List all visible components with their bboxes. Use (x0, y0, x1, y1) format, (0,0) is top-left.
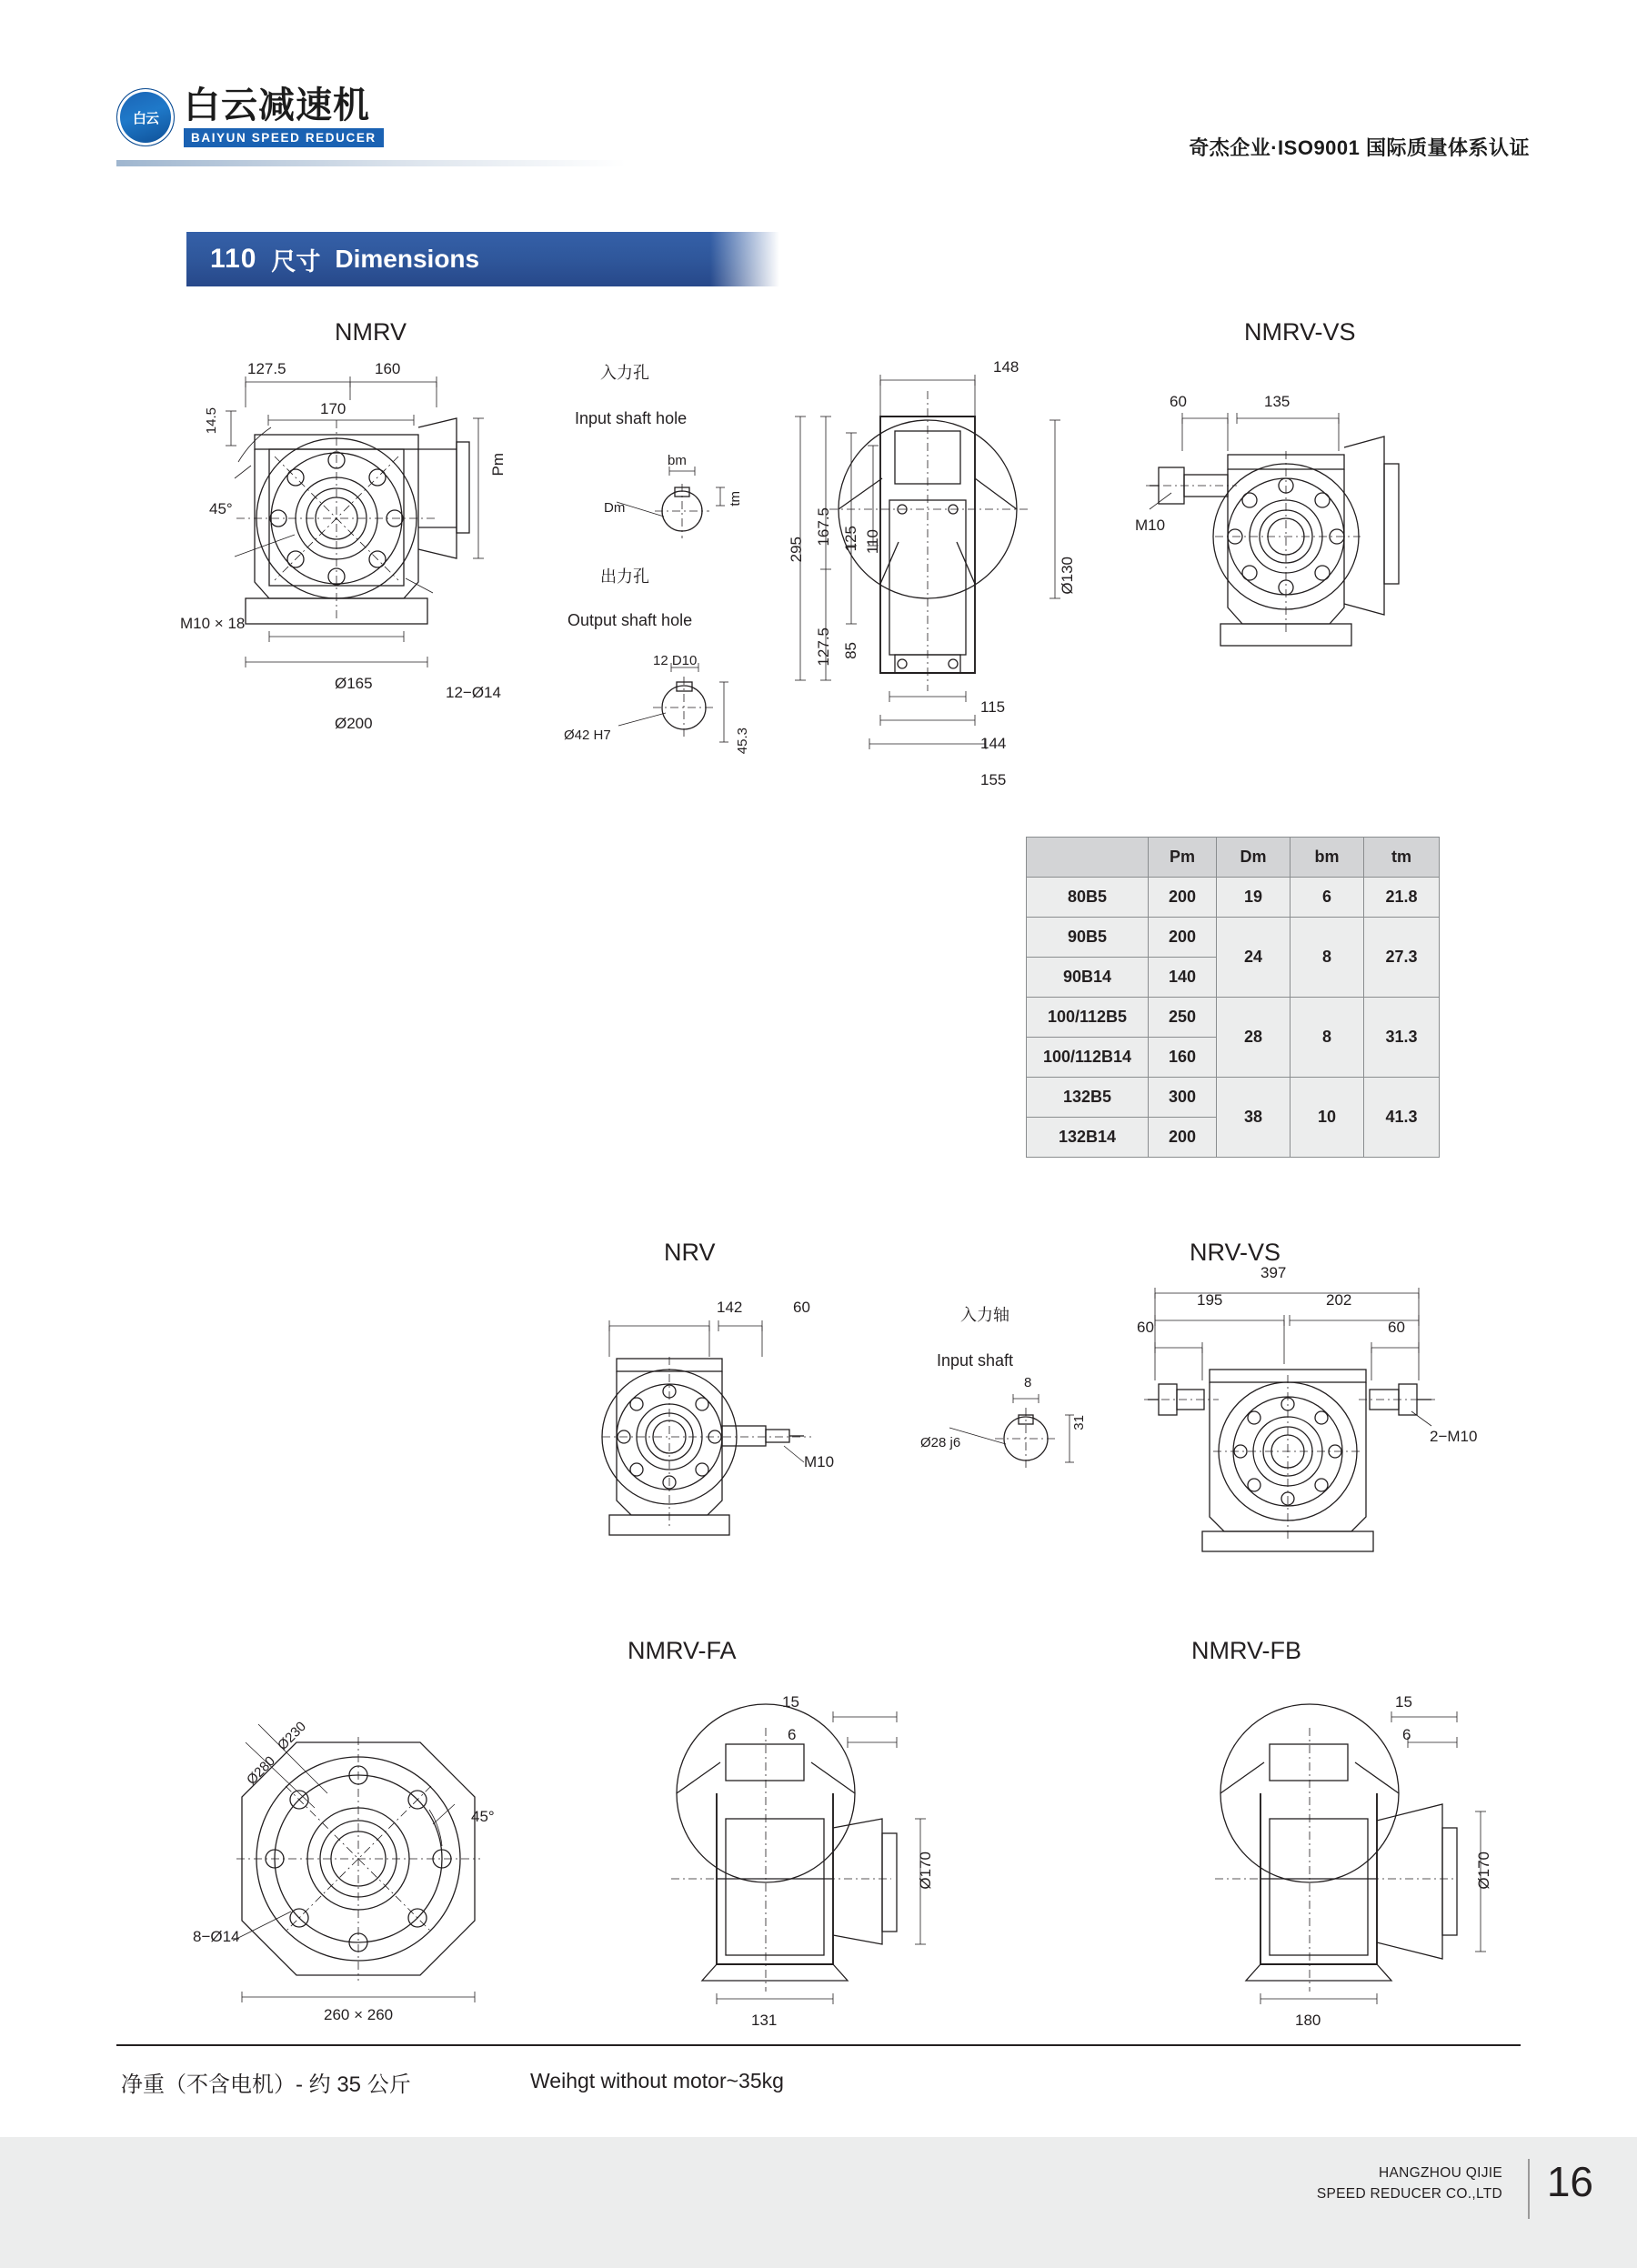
front-dim-d130: Ø130 (1059, 557, 1076, 595)
section-title-bar (186, 232, 782, 286)
drawing-nmrv (218, 364, 600, 746)
cell-pm: 200 (1149, 1118, 1217, 1158)
nmrv-dim-pm: Pm (489, 453, 507, 477)
nrv-shaft-dim-d28: Ø28 j6 (920, 1435, 961, 1450)
cell-pm: 140 (1149, 958, 1217, 998)
company-line-2: SPEED REDUCER CO.,LTD (1316, 2186, 1502, 2203)
section-title-cn: 尺寸 (271, 247, 321, 276)
logo-text (184, 87, 384, 147)
drawing-nmrv-fb (1173, 1691, 1519, 2010)
logo-badge-text: 白云 (132, 110, 158, 126)
section-number: 110 (210, 244, 257, 274)
front-dim-115: 115 (980, 698, 1006, 716)
flange-dim-d280: Ø280 (244, 1753, 278, 1789)
company-line-1: HANGZHOU QIJIE (1379, 2165, 1502, 2181)
nrv-vs-dim-60-right: 60 (1388, 1319, 1405, 1336)
cell-model: 90B14 (1027, 958, 1149, 998)
cell-model: 132B5 (1027, 1078, 1149, 1118)
fb-dim-6: 6 (1402, 1726, 1411, 1743)
output-dim-d42-h7: Ø42 H7 (564, 728, 611, 743)
brand-logo (116, 87, 384, 147)
nmrv-dim-d200: Ø200 (335, 715, 373, 732)
cell-dm: 24 (1217, 918, 1291, 998)
front-dim-148: 148 (993, 358, 1019, 376)
output-dim-45-3: 45.3 (735, 728, 750, 755)
drawing-title-nmrv-fa: NMRV-FA (628, 1637, 737, 1664)
nrv-vs-dim-202: 202 (1326, 1291, 1352, 1309)
weight-note-cn: 净重（不含电机）- 约 35 公斤 (121, 2072, 411, 2097)
weight-note-en: Weihgt without motor~35kg (530, 2069, 784, 2092)
drawing-title-nmrv: NMRV (335, 318, 407, 346)
shaft-dim-tm: tm (728, 491, 743, 507)
cell-bm: 8 (1291, 918, 1364, 998)
cell-tm: 31.3 (1364, 998, 1440, 1078)
section-title-en: Dimensions (335, 245, 480, 273)
footer-divider (116, 2044, 1521, 2046)
front-dim-85: 85 (842, 642, 859, 659)
nrv-shaft-dim-31: 31 (1071, 1415, 1087, 1430)
flange-dim-260x260: 260 × 260 (324, 2006, 394, 2023)
input-shaft-label-en: Input shaft (937, 1351, 1014, 1370)
table-header-dm: Dm (1217, 838, 1291, 878)
cell-model: 132B14 (1027, 1118, 1149, 1158)
cell-pm: 250 (1149, 998, 1217, 1038)
cell-model: 100/112B14 (1027, 1038, 1149, 1078)
cell-tm: 27.3 (1364, 918, 1440, 998)
drawing-output-shaft-hole (600, 655, 764, 773)
table-row (1027, 1078, 1440, 1118)
input-shaft-label-cn: 入力轴 (960, 1306, 1009, 1324)
cell-model: 90B5 (1027, 918, 1149, 958)
drawing-nmrv-vs (1146, 400, 1528, 746)
nrv-vs-dim-195: 195 (1197, 1291, 1223, 1309)
nmrv-vs-dim-60: 60 (1170, 393, 1187, 410)
nmrv-vs-dim-135: 135 (1264, 393, 1291, 410)
flange-dim-45deg: 45° (471, 1808, 495, 1825)
header-divider (116, 160, 626, 166)
nmrv-dim-170: 170 (320, 400, 346, 417)
drawing-title-nmrv-fb: NMRV-FB (1191, 1637, 1302, 1664)
cell-pm: 300 (1149, 1078, 1217, 1118)
flange-dim-d230: Ø230 (275, 1719, 309, 1754)
logo-chinese-name: 白云减速机 (184, 85, 370, 125)
input-hole-label-cn: 入力孔 (600, 364, 649, 382)
nrv-vs-dim-60-left: 60 (1137, 1319, 1154, 1336)
nrv-shaft-dim-8: 8 (1024, 1375, 1032, 1390)
cell-dm: 28 (1217, 998, 1291, 1078)
nmrv-dim-12-d14: 12−Ø14 (446, 684, 501, 701)
front-dim-155: 155 (980, 771, 1007, 788)
nmrv-dim-d165: Ø165 (335, 675, 373, 692)
certification-text: 奇杰企业·ISO9001 国际质量体系认证 (1189, 136, 1530, 159)
front-dim-125: 125 (842, 526, 859, 552)
cell-tm: 21.8 (1364, 878, 1440, 918)
table-row (1027, 998, 1440, 1038)
table-header-tm: tm (1364, 838, 1440, 878)
nrv-dim-60: 60 (793, 1299, 810, 1316)
motor-dimensions-table (1026, 837, 1440, 1158)
logo-badge-icon (116, 88, 175, 146)
table-row (1027, 878, 1440, 918)
nmrv-dim-127-5: 127.5 (247, 360, 286, 377)
drawing-nrv (582, 1310, 891, 1601)
output-hole-label-cn: 出力孔 (600, 567, 649, 586)
nrv-dim-142: 142 (717, 1299, 743, 1316)
table-row (1027, 918, 1440, 958)
cell-pm: 160 (1149, 1038, 1217, 1078)
cell-bm: 8 (1291, 998, 1364, 1078)
front-dim-144: 144 (980, 735, 1007, 752)
table-header-row (1027, 838, 1440, 878)
cell-model: 100/112B5 (1027, 998, 1149, 1038)
fb-dim-d170: Ø170 (1475, 1852, 1492, 1890)
cell-pm: 200 (1149, 878, 1217, 918)
fa-dim-15: 15 (782, 1693, 799, 1711)
table-header-pm: Pm (1149, 838, 1217, 878)
front-dim-110: 110 (864, 529, 881, 555)
shaft-dim-dm: Dm (604, 500, 626, 516)
flange-dim-8-d14: 8−Ø14 (193, 1928, 240, 1945)
fb-dim-180: 180 (1295, 2012, 1321, 2029)
nrv-vs-dim-397: 397 (1260, 1264, 1287, 1281)
fa-dim-131: 131 (751, 2012, 778, 2029)
table-header-model (1027, 838, 1149, 878)
logo-english-name: BAIYUN SPEED REDUCER (184, 128, 384, 147)
drawing-flange-face (227, 1710, 555, 2010)
cell-bm: 6 (1291, 878, 1364, 918)
cell-tm: 41.3 (1364, 1078, 1440, 1158)
cell-dm: 38 (1217, 1078, 1291, 1158)
shaft-dim-bm: bm (668, 453, 687, 468)
nmrv-dim-160: 160 (375, 360, 401, 377)
nmrv-dim-45deg: 45° (209, 500, 233, 517)
nmrv-vs-dim-m10: M10 (1135, 517, 1166, 534)
drawing-title-nrv-vs: NRV-VS (1190, 1239, 1281, 1266)
nmrv-dim-14-5: 14.5 (204, 407, 219, 435)
cell-bm: 10 (1291, 1078, 1364, 1158)
output-hole-label-en: Output shaft hole (567, 611, 693, 629)
input-hole-label-en: Input shaft hole (575, 409, 688, 427)
cell-model: 80B5 (1027, 878, 1149, 918)
page-number: 16 (1546, 2158, 1593, 2205)
drawing-title-nmrv-vs: NMRV-VS (1244, 318, 1356, 346)
page-header (0, 0, 1637, 196)
drawing-title-nrv: NRV (664, 1239, 716, 1266)
nrv-vs-dim-2-m10: 2−M10 (1430, 1428, 1478, 1445)
fa-dim-d170: Ø170 (917, 1852, 934, 1890)
table-header-bm: bm (1291, 838, 1364, 878)
fa-dim-6: 6 (788, 1726, 797, 1743)
drawing-front-view (782, 364, 1146, 755)
output-dim-12-d10: 12 D10 (653, 653, 698, 668)
company-name (1317, 2163, 1502, 2205)
front-dim-295: 295 (788, 537, 805, 563)
front-dim-167-5: 167.5 (815, 507, 832, 547)
front-dim-127-5: 127.5 (815, 627, 832, 667)
nmrv-dim-m10x18: M10 × 18 (180, 615, 246, 632)
cell-dm: 19 (1217, 878, 1291, 918)
footer-separator (1528, 2159, 1530, 2219)
cell-pm: 200 (1149, 918, 1217, 958)
fb-dim-15: 15 (1395, 1693, 1412, 1711)
nrv-dim-m10: M10 (804, 1453, 835, 1470)
